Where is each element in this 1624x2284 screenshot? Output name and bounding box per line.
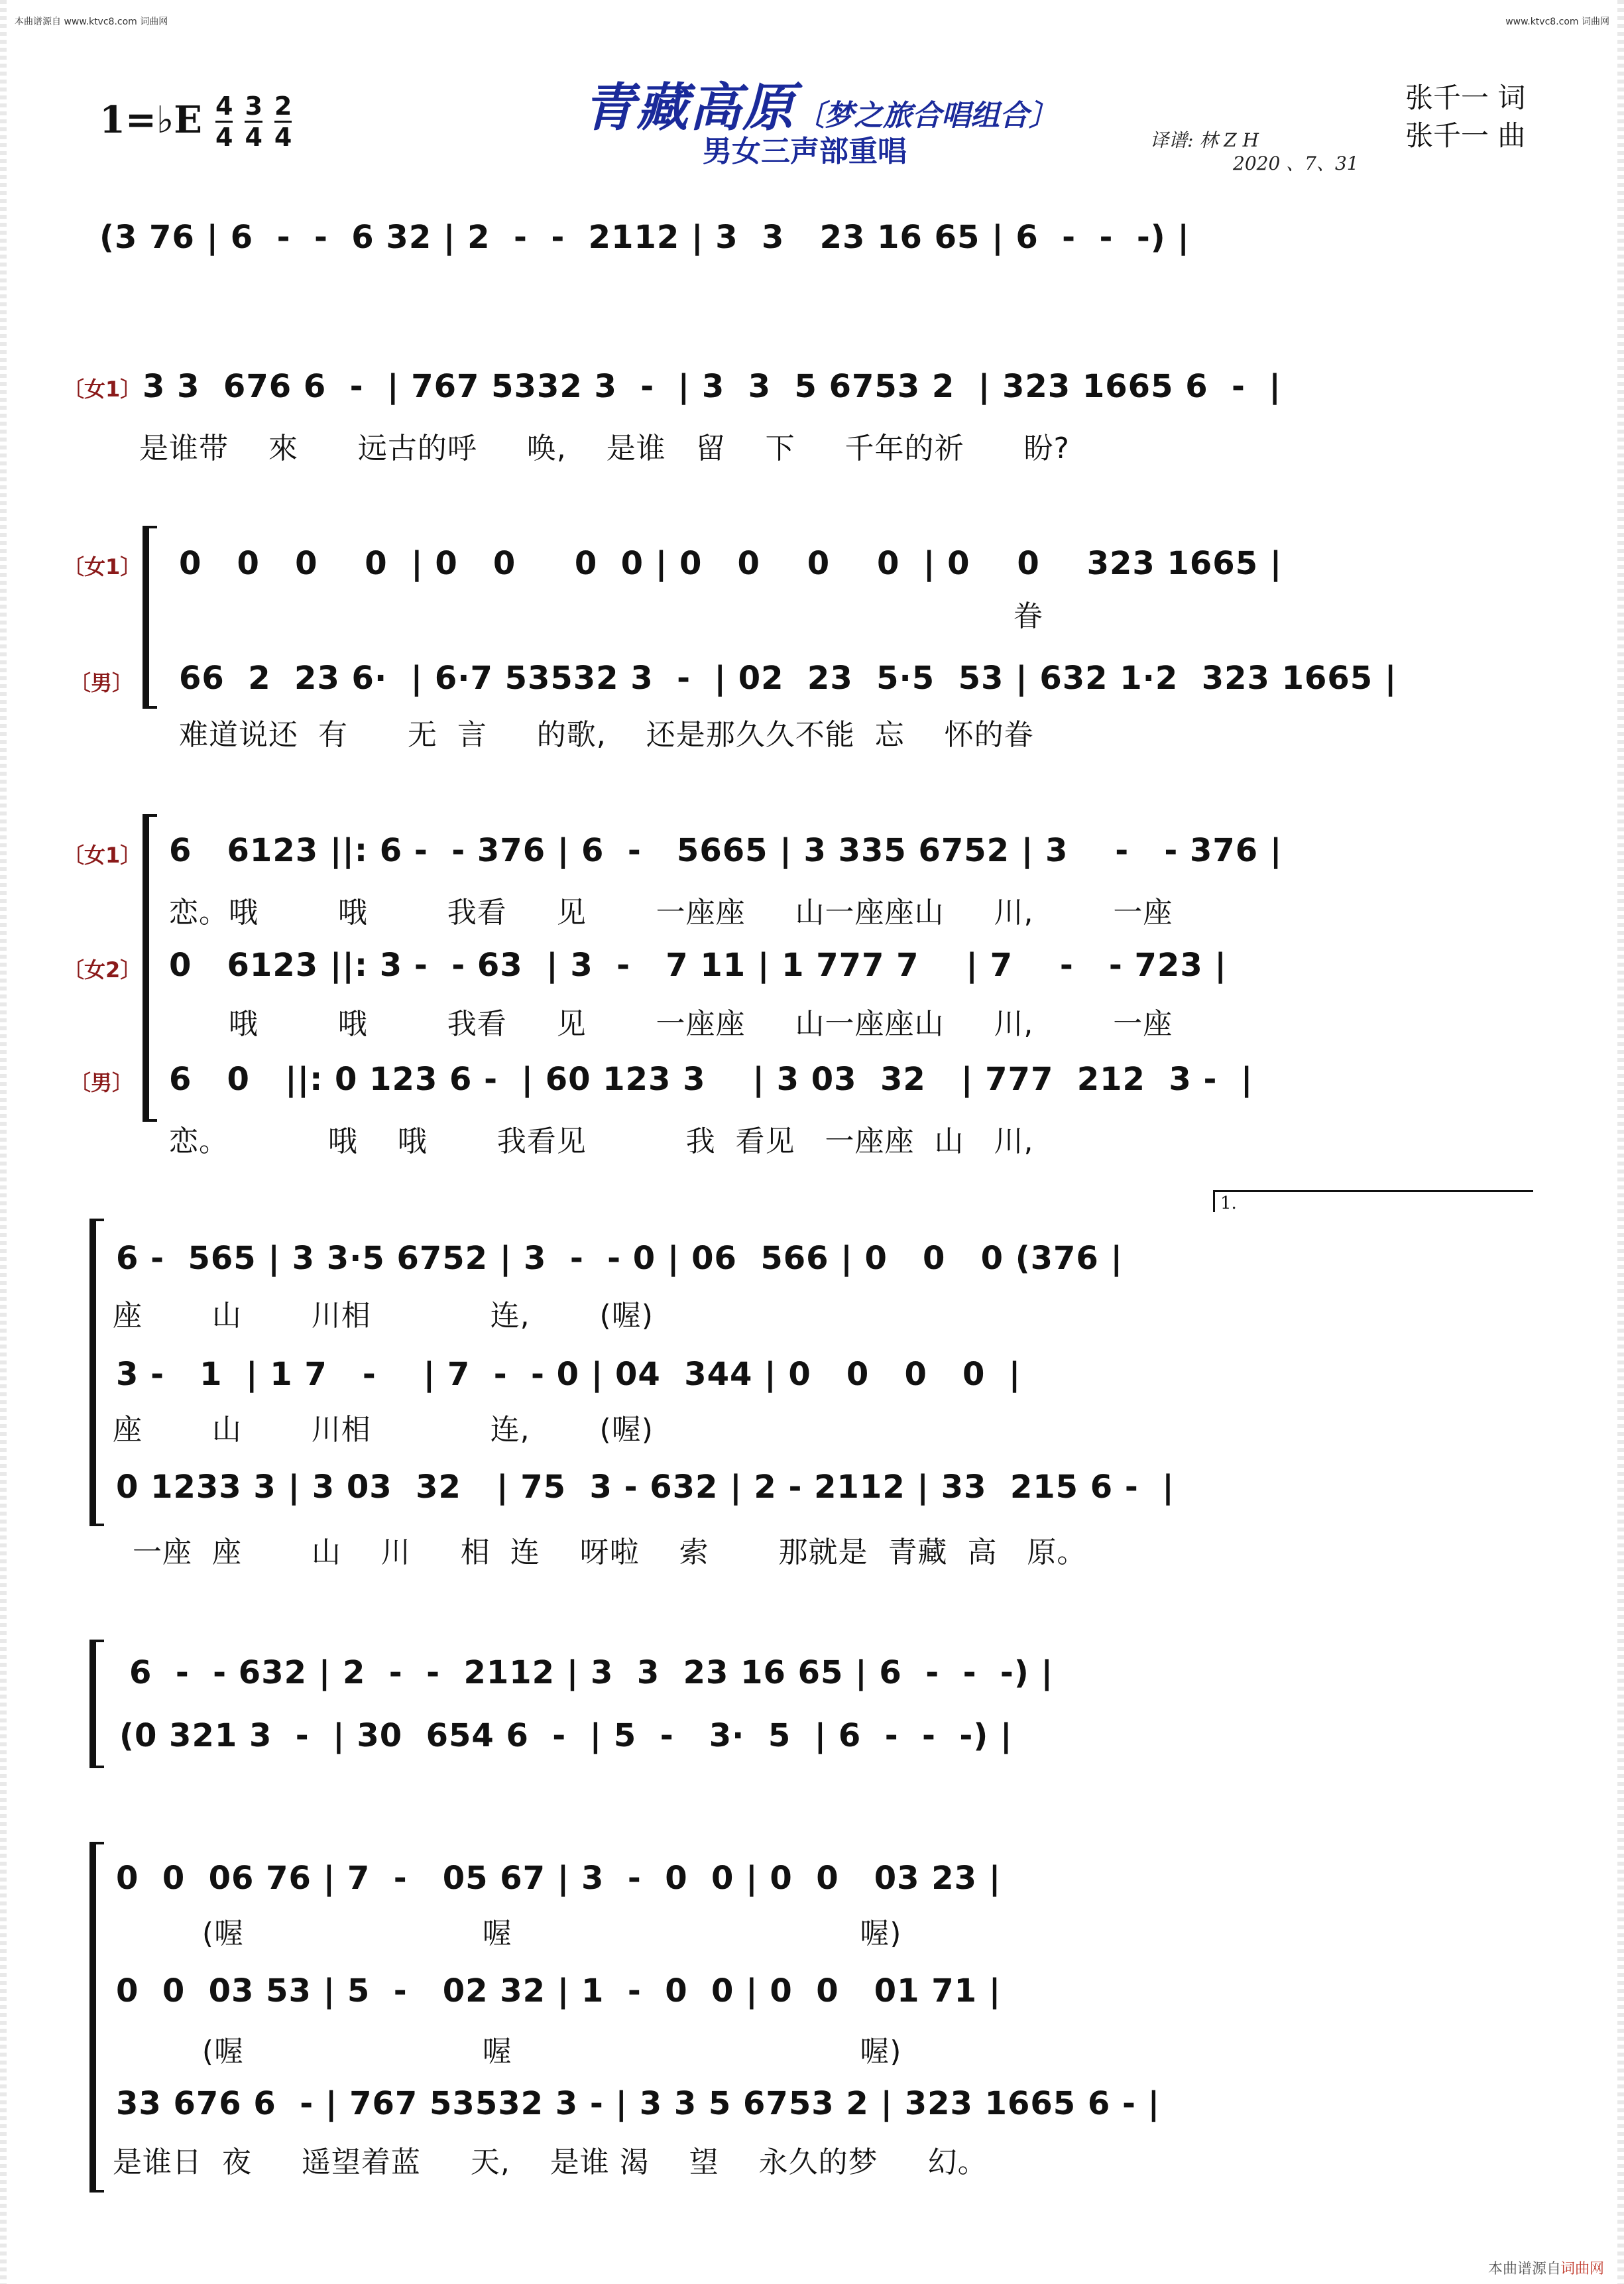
s5-v2-notes: 3 - 1 | 1 7 - | 7 - - 0 | 04 344 | 0 0 0 0 | <box>116 1356 1021 1393</box>
key-signature: 1=♭E <box>99 98 202 142</box>
time-sig-3-4: $\frac{3}{4}$ <box>245 91 262 152</box>
translator-credit: 译谱: 林 Z H <box>1150 129 1259 151</box>
part-label-f2: 〔女2〕 <box>63 957 142 983</box>
footer-source: 本曲谱源自 <box>1487 2261 1561 2277</box>
s5-v3-lyrics: 一座 座 山 川 相 连 呀啦 索 那就是 青藏 高 原。 <box>113 1535 1087 1569</box>
s7-v3-lyrics: 是谁日 夜 遥望着蓝 天, 是谁 渴 望 永久的梦 幻。 <box>113 2145 988 2179</box>
lyricist-credit: 张千一 词 <box>1405 82 1526 114</box>
song-title: 青藏高原 <box>583 78 796 138</box>
s5-v1-notes: 6 - 565 | 3 3·5 6752 | 3 - - 0 | 06 566 | 0 0 0 (376 | <box>116 1240 1124 1277</box>
s7-v1-lyrics: (喔 喔 喔) <box>113 1917 902 1951</box>
footer-site: 词曲网 <box>1560 2261 1604 2277</box>
s4-f1-notes: 6 6123 ||: 6 - - 376 | 6 - 5665 | 3 335 6752 | 3 - - 376 | <box>169 832 1283 869</box>
s7-v1-notes: 0 0 06 76 | 7 - 05 67 | 3 - 0 0 | 0 0 03 23 | <box>116 1860 1002 1897</box>
part-label-m: 〔男〕 <box>70 1070 134 1095</box>
song-subtitle: 〔梦之旅合唱组合〕 <box>795 99 1059 133</box>
s7-v2-lyrics: (喔 喔 喔) <box>113 2035 902 2069</box>
s5-v2-lyrics: 座 山 川相 连, (喔) <box>113 1413 654 1447</box>
s5-v3-notes: 0 1233 3 | 3 03 32 | 75 3 - 632 | 2 - 2112 | 33 215 6 - | <box>116 1469 1175 1506</box>
s5-v1-lyrics: 座 山 川相 连, (喔) <box>113 1299 654 1333</box>
s4-f2-lyrics: 哦 哦 我看 见 一座座 山一座座山 川, 一座 <box>169 1007 1173 1041</box>
transcription-date: 2020 、7、31 <box>1233 152 1359 174</box>
s4-m-lyrics: 恋。 哦 哦 我看见 我 看见 一座座 山 川, <box>169 1124 1034 1158</box>
system-bracket <box>143 527 149 707</box>
composer-credit: 张千一 曲 <box>1405 119 1526 152</box>
system-bracket <box>89 1220 96 1525</box>
system-bracket <box>143 815 149 1120</box>
s2-f1-lyrics: 是谁带 來 远古的呼 唤, 是谁 留 下 千年的祈 盼? <box>139 432 1070 465</box>
system-bracket <box>89 1843 96 2191</box>
s4-m-notes: 6 0 ||: 0 123 6 - | 60 123 3 | 3 03 32 | 777 212 3 - | <box>169 1061 1253 1098</box>
intro-notes: (3 76 | 6 - - 6 32 | 2 - - 2112 | 3 3 23 16 65 | 6 - - -) | <box>99 219 1190 256</box>
left-margin-decoration <box>0 0 7 2284</box>
s6-v1-notes: 6 - - 632 | 2 - - 2112 | 3 3 23 16 65 | 6 - - -) | <box>129 1654 1054 1691</box>
source-note-left: 本曲谱源自 www.ktvc8.com 词曲网 <box>15 17 168 27</box>
part-label-f1: 〔女1〕 <box>63 377 142 402</box>
s3-f1-notes: 0 0 0 0 | 0 0 0 0 | 0 0 0 0 | 0 0 323 1665 | <box>179 545 1283 582</box>
s3-m-lyrics: 难道说还 有 无 言 的歌, 还是那久久不能 忘 怀的眷 <box>179 718 1034 752</box>
source-note-right: www.ktvc8.com 词曲网 <box>1505 17 1609 27</box>
part-label-f1: 〔女1〕 <box>63 843 142 868</box>
s3-m-notes: 66 2 23 6· | 6·7 53532 3 - | 02 23 5·5 53 | 632 1·2 323 1665 | <box>179 660 1397 697</box>
s3-f1-lyrics: 眷 <box>179 599 1043 633</box>
first-ending-label: 1. <box>1220 1193 1237 1213</box>
time-signatures <box>215 91 292 152</box>
part-label-f1: 〔女1〕 <box>63 554 142 579</box>
arrangement-label: 男女三声部重唱 <box>703 135 907 168</box>
s4-f1-lyrics: 恋。哦 哦 我看 见 一座座 山一座座山 川, 一座 <box>169 896 1173 930</box>
part-label-m: 〔男〕 <box>70 670 134 695</box>
s2-f1-notes: 3 3 676 6 - | 767 5332 3 - | 3 3 5 6753 2 | 323 1665 6 - | <box>143 368 1281 405</box>
s7-v3-notes: 33 676 6 - | 767 53532 3 - | 3 3 5 6753 2 | 323 1665 6 - | <box>116 2085 1161 2122</box>
system-bracket <box>89 1641 96 1767</box>
s4-f2-notes: 0 6123 ||: 3 - - 63 | 3 - 7 11 | 1 777 7 | 7 - - 723 | <box>169 947 1227 984</box>
right-margin-decoration <box>1617 0 1624 2284</box>
time-sig-2-4: $\frac{2}{4}$ <box>274 91 292 152</box>
time-sig-4-4: $\frac{4}{4}$ <box>215 91 233 152</box>
first-ending-bracket <box>1213 1190 1533 1212</box>
s6-v2-notes: (0 321 3 - | 30 654 6 - | 5 - 3· 5 | 6 - - -) | <box>119 1717 1013 1754</box>
s7-v2-notes: 0 0 03 53 | 5 - 02 32 | 1 - 0 0 | 0 0 01 71 | <box>116 1972 1002 2010</box>
